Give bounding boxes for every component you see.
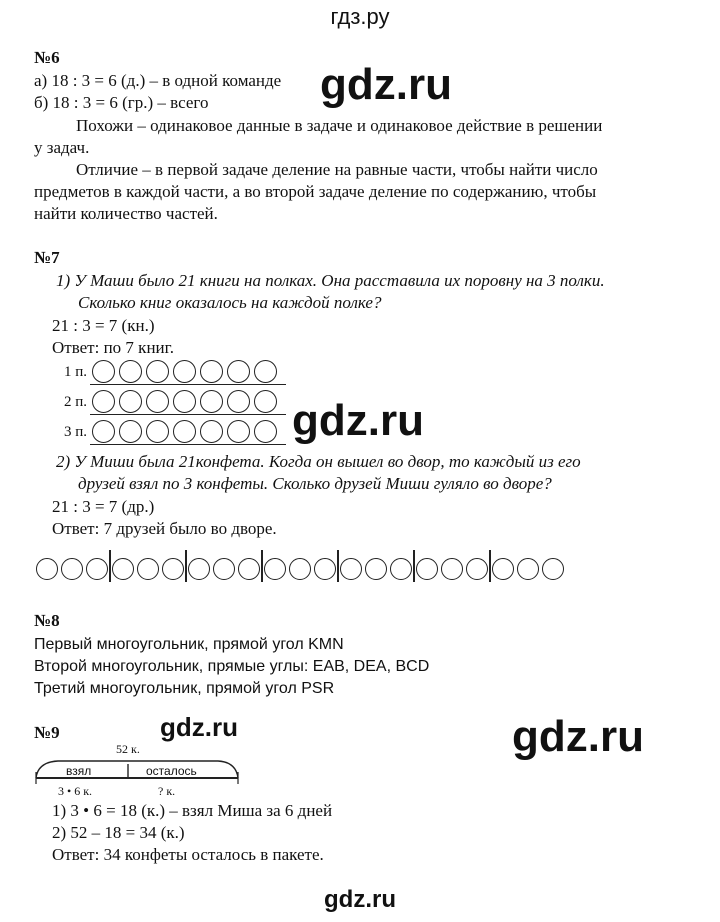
task9-answer: Ответ: 34 конфеты осталось в пакете. bbox=[52, 845, 324, 864]
book-circle bbox=[146, 420, 169, 443]
candy-circle bbox=[61, 558, 83, 580]
book-circle bbox=[119, 390, 142, 413]
group-divider bbox=[337, 550, 339, 582]
book-circle bbox=[200, 360, 223, 383]
task6-title: №6 bbox=[34, 48, 60, 67]
task6-p2-line2: предметов в каждой части, а во второй задаче деление по содержанию, чтобы bbox=[34, 182, 597, 201]
task6-b: б) 18 : 3 = 6 (гр.) – всего bbox=[34, 93, 209, 112]
task6-p2-line1: Отличие – в первой задаче деление на равные части, чтобы найти число bbox=[76, 160, 598, 179]
task8-line2: Второй многоугольник, прямые углы: EAB, DEA, BCD bbox=[34, 658, 430, 675]
candy-circle bbox=[213, 558, 235, 580]
book-circle bbox=[200, 420, 223, 443]
task6-a: а) 18 : 3 = 6 (д.) – в одной команде bbox=[34, 71, 282, 90]
task6-p1-line2: у задач. bbox=[34, 138, 90, 157]
task9-step2: 2) 52 – 18 = 34 (к.) bbox=[52, 823, 185, 842]
book-circle bbox=[254, 360, 277, 383]
watermark-1: gdz.ru bbox=[320, 60, 452, 109]
group-divider bbox=[185, 550, 187, 582]
task9-step1: 1) 3 • 6 = 18 (к.) – взял Миша за 6 дней bbox=[52, 801, 333, 820]
shelf-label: 1 п. bbox=[64, 364, 88, 380]
book-circle bbox=[92, 420, 115, 443]
book-circle bbox=[227, 390, 250, 413]
candy-circle bbox=[137, 558, 159, 580]
book-circle bbox=[119, 420, 142, 443]
task7-q2-line1: 2) У Миши была 21конфета. Когда он вышел во двор, то каждый из его bbox=[56, 452, 581, 471]
task7-calc1: 21 : 3 = 7 (кн.) bbox=[52, 316, 155, 335]
candy-circle bbox=[289, 558, 311, 580]
candy-circle bbox=[542, 558, 564, 580]
book-circle bbox=[173, 390, 196, 413]
candy-circle bbox=[492, 558, 514, 580]
candy-circle bbox=[188, 558, 210, 580]
book-circle bbox=[146, 390, 169, 413]
candy-circle bbox=[466, 558, 488, 580]
task7-title: №7 bbox=[34, 248, 60, 267]
task8-line1: Первый многоугольник, прямой угол KMN bbox=[34, 636, 344, 653]
watermark-3: gdz.ru bbox=[160, 712, 238, 742]
book-circle bbox=[92, 390, 115, 413]
task7-q1-line1: 1) У Маши было 21 книги на полках. Она расставила их поровну на 3 полки. bbox=[56, 271, 605, 290]
book-circle bbox=[119, 360, 142, 383]
candy-circle bbox=[517, 558, 539, 580]
candy-circle bbox=[365, 558, 387, 580]
shelf-line bbox=[90, 414, 286, 415]
task7-calc2: 21 : 3 = 7 (др.) bbox=[52, 497, 155, 516]
watermark-4: gdz.ru bbox=[512, 712, 644, 761]
left-value: ? к. bbox=[158, 784, 176, 798]
task7-answer2: Ответ: 7 друзей было во дворе. bbox=[52, 519, 277, 538]
candy-circle bbox=[264, 558, 286, 580]
book-circle bbox=[227, 420, 250, 443]
candy-circle bbox=[112, 558, 134, 580]
shelf-label: 3 п. bbox=[64, 424, 88, 440]
candy-circle bbox=[390, 558, 412, 580]
book-circle bbox=[254, 390, 277, 413]
task8-title: №8 bbox=[34, 611, 60, 630]
candy-circle bbox=[36, 558, 58, 580]
group-divider bbox=[489, 550, 491, 582]
task7-answer1: Ответ: по 7 книг. bbox=[52, 338, 174, 357]
watermark-footer: gdz.ru bbox=[324, 886, 396, 913]
task8-line3: Третий многоугольник, прямой угол PSR bbox=[34, 680, 335, 697]
task7-q2-line2: друзей взял по 3 конфеты. Сколько друзей Миши гуляло во дворе? bbox=[78, 474, 552, 493]
candy-circle bbox=[238, 558, 260, 580]
book-circle bbox=[173, 360, 196, 383]
candy-circle bbox=[86, 558, 108, 580]
book-circle bbox=[173, 420, 196, 443]
candy-circle bbox=[314, 558, 336, 580]
took-value: 3 • 6 к. bbox=[58, 784, 93, 798]
candy-circle bbox=[340, 558, 362, 580]
task7-q1-line2: Сколько книг оказалось на каждой полке? bbox=[78, 293, 382, 312]
candy-circle bbox=[441, 558, 463, 580]
candy-circle bbox=[416, 558, 438, 580]
candy-circle bbox=[162, 558, 184, 580]
book-circle bbox=[92, 360, 115, 383]
book-circle bbox=[200, 390, 223, 413]
group-divider bbox=[413, 550, 415, 582]
task6-p2-line3: найти количество частей. bbox=[34, 204, 218, 223]
site-header: гдз.ру bbox=[330, 4, 390, 29]
took-label: взял bbox=[66, 764, 92, 778]
shelf-label: 2 п. bbox=[64, 394, 88, 410]
group-divider bbox=[261, 550, 263, 582]
book-circle bbox=[254, 420, 277, 443]
shelf-line bbox=[90, 384, 286, 385]
shelf-line bbox=[90, 444, 286, 445]
task9-title: №9 bbox=[34, 723, 60, 742]
book-circle bbox=[146, 360, 169, 383]
total-label: 52 к. bbox=[116, 742, 140, 756]
watermark-2: gdz.ru bbox=[292, 396, 424, 445]
group-divider bbox=[109, 550, 111, 582]
left-label: осталось bbox=[146, 764, 197, 778]
task6-p1-line1: Похожи – одинаковое данные в задаче и одинаковое действие в решении bbox=[76, 116, 603, 135]
book-circle bbox=[227, 360, 250, 383]
